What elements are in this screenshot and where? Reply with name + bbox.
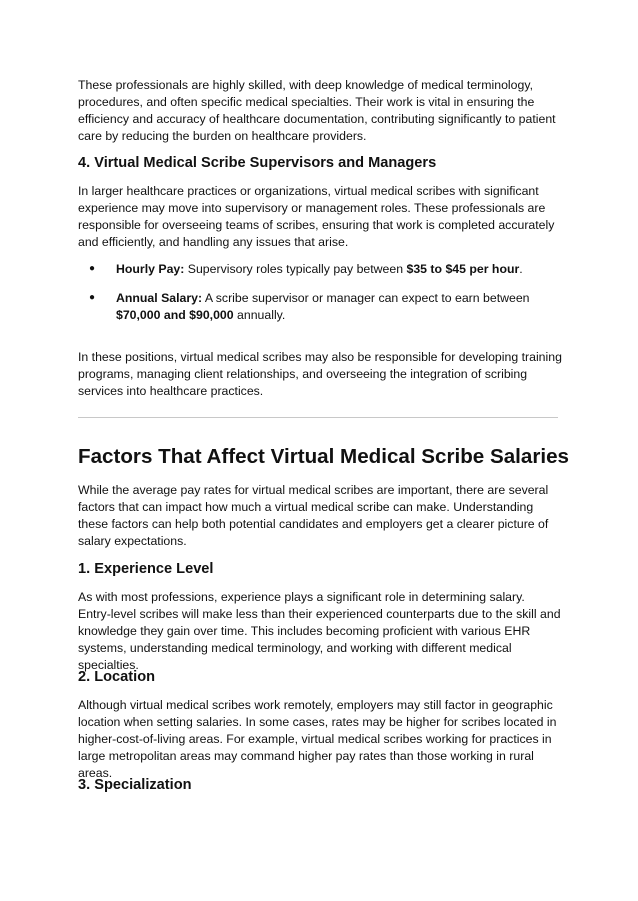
bullet-text-before: A scribe supervisor or manager can expect to earn between: [202, 291, 530, 305]
bullet-annual-salary: [89, 290, 567, 324]
experience-line-1: As with most professions, experience plays a significant role in determining salary.: [78, 590, 525, 604]
bullet-dot: ●: [89, 263, 96, 274]
bullet-label: Annual Salary:: [116, 291, 203, 305]
specialization-heading: 3. Specialization: [78, 777, 192, 793]
experience-paragraph: [78, 589, 564, 674]
bullet-dot: ●: [89, 292, 96, 303]
experience-heading: 1. Experience Level: [78, 561, 214, 577]
factors-heading: Factors That Affect Virtual Medical Scribe Salaries: [78, 445, 569, 468]
section4-closing-paragraph: In these positions, virtual medical scribes may also be responsible for developing training programs, managing client relationships, and overseeing the integration of scribing services into healthcare practices.: [78, 350, 562, 398]
bullet-bold-value: $70,000 and $90,000: [116, 307, 234, 322]
location-paragraph: Although virtual medical scribes work remotely, employers may still factor in geographic location when setting salaries. In some cases, rates may be higher for scribes located in higher-cost-of-living areas. For example, virtual medical scribes working for practices in large metropolitan areas may command higher pay rates than those working in rural areas.: [78, 698, 557, 780]
bullet-text-after: .: [519, 262, 523, 276]
bullet-text: [116, 290, 567, 324]
section4-heading: 4. Virtual Medical Scribe Supervisors and Managers: [78, 155, 437, 171]
bullet-hourly-pay: [89, 261, 567, 278]
bullet-text-after: annually.: [233, 307, 286, 322]
bullet-text-before: Supervisory roles typically pay between: [184, 262, 407, 276]
factors-intro-paragraph: While the average pay rates for virtual medical scribes are important, there are several factors that can impact how much a virtual medical scribe can make. Understanding these factors can help both potential candidates and employers get a clearer picture of salary expectations.: [78, 483, 549, 548]
bullet-label: Hourly Pay:: [116, 262, 185, 276]
bullet-bold-value: $35 to $45 per hour: [406, 262, 520, 276]
bullet-text: [116, 261, 567, 278]
experience-line-2: Entry-level scribes will make less than their experienced counterparts due to the skill and knowledge they gain over time. This includes becoming proficient with various EHR systems, understanding medical terminology, and working with different medical specialties.: [78, 606, 561, 672]
horizontal-divider: [78, 417, 558, 418]
location-heading: 2. Location: [78, 669, 156, 685]
section4-paragraph: In larger healthcare practices or organizations, virtual medical scribes with significant experience may move into supervisory or management roles. These professionals are responsible for overseeing teams of scribes, ensuring that work is completed accurately and efficiently, and handling any issues that arise.: [78, 184, 555, 249]
intro-paragraph: These professionals are highly skilled, with deep knowledge of medical terminology, procedures, and often specific medical specialties. Their work is vital in ensuring the efficiency and accuracy of healthcare documentation, contributing significantly to patient care by reducing the burden on healthcare providers.: [78, 78, 556, 143]
